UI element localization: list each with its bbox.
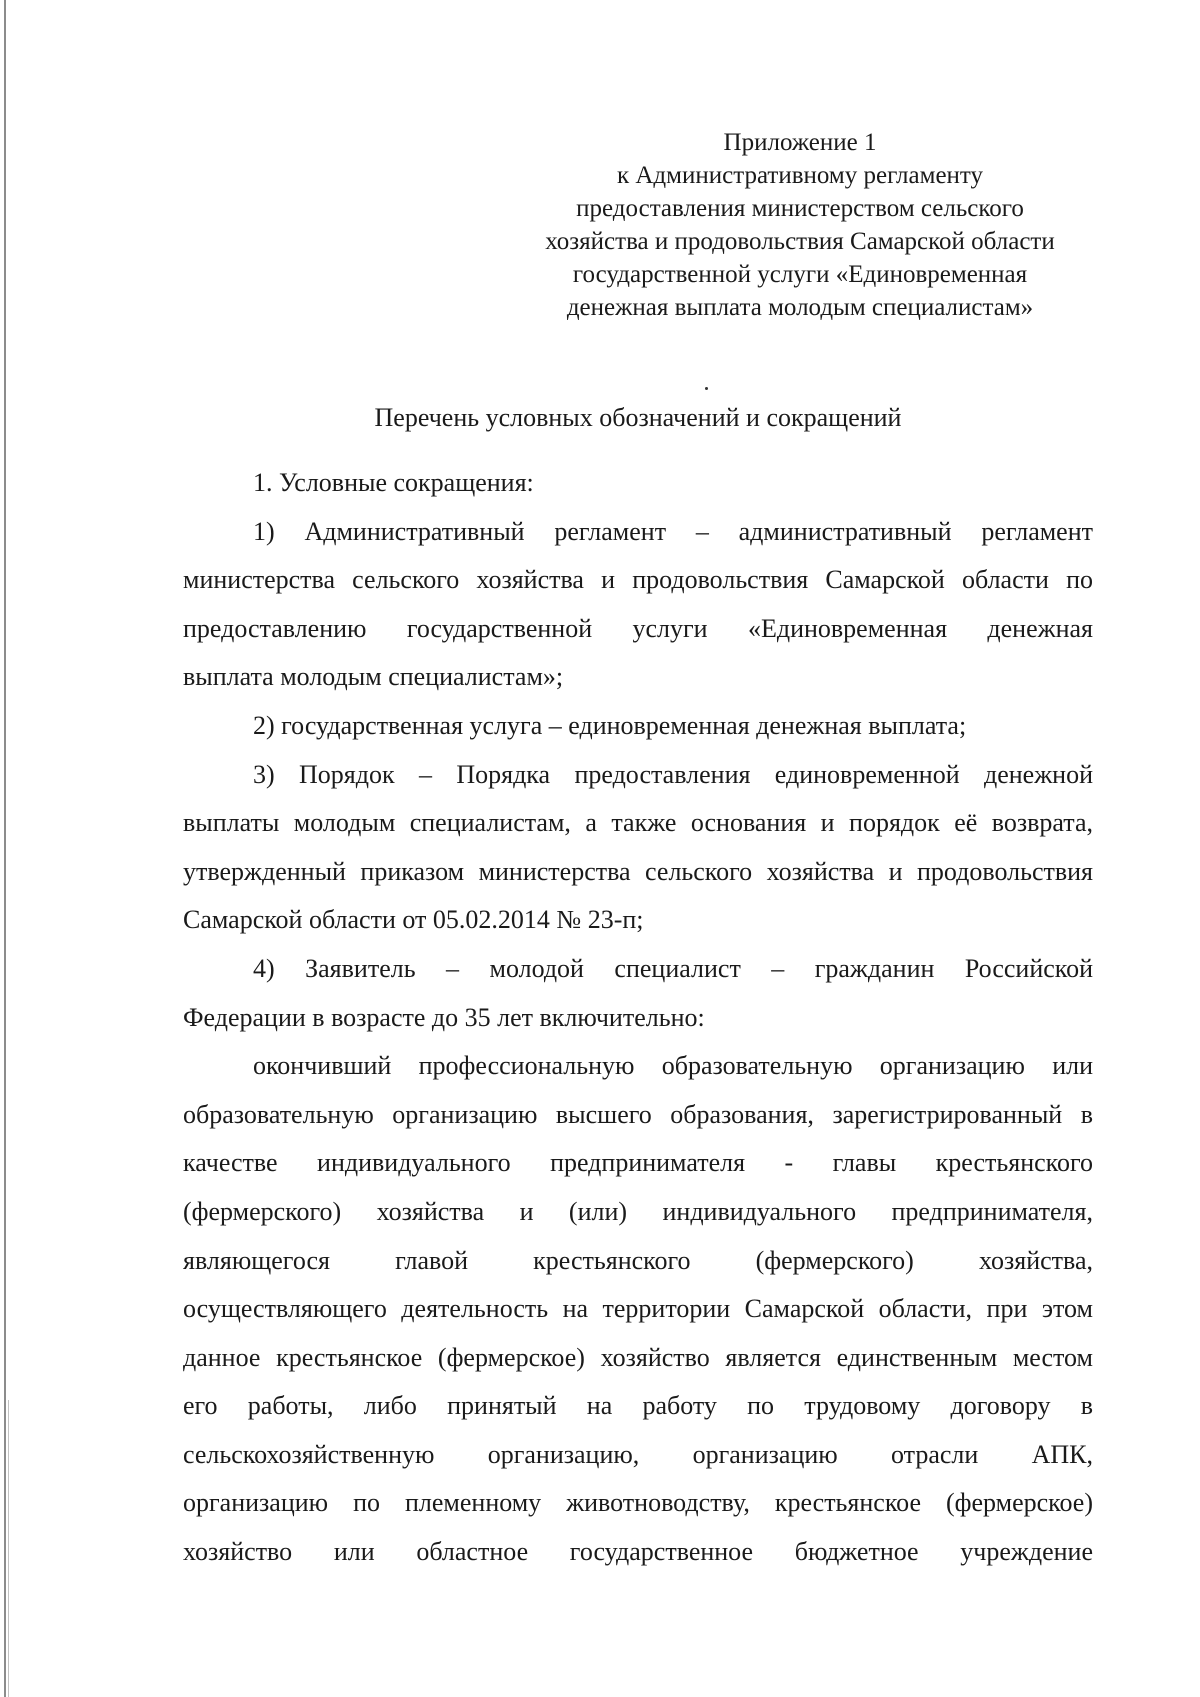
item-1-line: выплата молодым специалистам»; bbox=[183, 662, 564, 692]
item-3-line: утвержденный приказом министерства сельского хозяйства и продовольствия bbox=[183, 856, 1093, 886]
approval-line: к Административному регламенту bbox=[616, 162, 984, 189]
scan-edge-line bbox=[4, 0, 6, 1697]
approval-line: денежная выплата молодым специалистам» bbox=[566, 294, 1034, 321]
item-4-line: 4) Заявитель – молодой специалист – гражданин Российской bbox=[253, 953, 1093, 983]
item-4-text-line: хозяйство или областное государственное бюджетное учреждение bbox=[183, 1537, 1093, 1567]
item-4-text-line: осуществляющего деятельность на территории Самарской области, при этом bbox=[183, 1294, 1093, 1324]
item-1-line: предоставлению государственной услуги «Единовременная денежная bbox=[183, 613, 1093, 643]
item-1-line: министерства сельского хозяйства и продовольствия Самарской области по bbox=[183, 565, 1093, 595]
approval-line: Приложение 1 bbox=[723, 129, 877, 156]
item-3-line: 3) Порядок – Порядка предоставления единовременной денежной bbox=[253, 759, 1093, 789]
item-4-text-line: окончивший профессиональную образовательную организацию или bbox=[253, 1051, 1093, 1081]
item-4-text-line: его работы, либо принятый на работу по трудовому договору в bbox=[183, 1391, 1093, 1421]
approval-line: хозяйства и продовольствия Самарской области bbox=[545, 228, 1055, 255]
item-4-text-line: качестве индивидуального предпринимателя - главы крестьянского bbox=[183, 1148, 1093, 1178]
approval-block bbox=[500, 126, 1100, 324]
scan-speck bbox=[705, 387, 708, 390]
item-3-line: выплаты молодым специалистам, а также основания и порядок её возврата, bbox=[183, 808, 1093, 838]
item-4-text-line: являющегося главой крестьянского (фермерского) хозяйства, bbox=[183, 1245, 1093, 1275]
item-3-line: Самарской области от 05.02.2014 № 23-п; bbox=[183, 905, 644, 935]
item-4-text-line: данное крестьянское (фермерское) хозяйство является единственным местом bbox=[183, 1342, 1093, 1372]
approval-line: предоставления министерством сельского bbox=[576, 195, 1024, 222]
document-title: Перечень условных обозначений и сокращений bbox=[374, 403, 902, 432]
item-4-text-line: образовательную организацию высшего образования, зарегистрированный в bbox=[183, 1099, 1093, 1129]
section-heading: 1. Условные сокращения: bbox=[253, 468, 534, 497]
item-2-line: 2) государственная услуга – единовременная денежная выплата; bbox=[253, 710, 967, 740]
document-body bbox=[183, 459, 1093, 1577]
scan-edge-line-lower bbox=[8, 1400, 9, 1697]
item-4-text-line: сельскохозяйственную организацию, организацию отрасли АПК, bbox=[183, 1439, 1093, 1469]
item-4-line: Федерации в возрасте до 35 лет включительно: bbox=[183, 1002, 705, 1032]
item-4-text-line: организацию по племенному животноводству, крестьянское (фермерское) bbox=[183, 1488, 1093, 1518]
item-4-text-line: (фермерского) хозяйства и (или) индивидуального предпринимателя, bbox=[183, 1196, 1093, 1226]
approval-line: государственной услуги «Единовременная bbox=[572, 261, 1028, 288]
item-1-line: 1) Административный регламент – административный регламент bbox=[253, 516, 1093, 546]
